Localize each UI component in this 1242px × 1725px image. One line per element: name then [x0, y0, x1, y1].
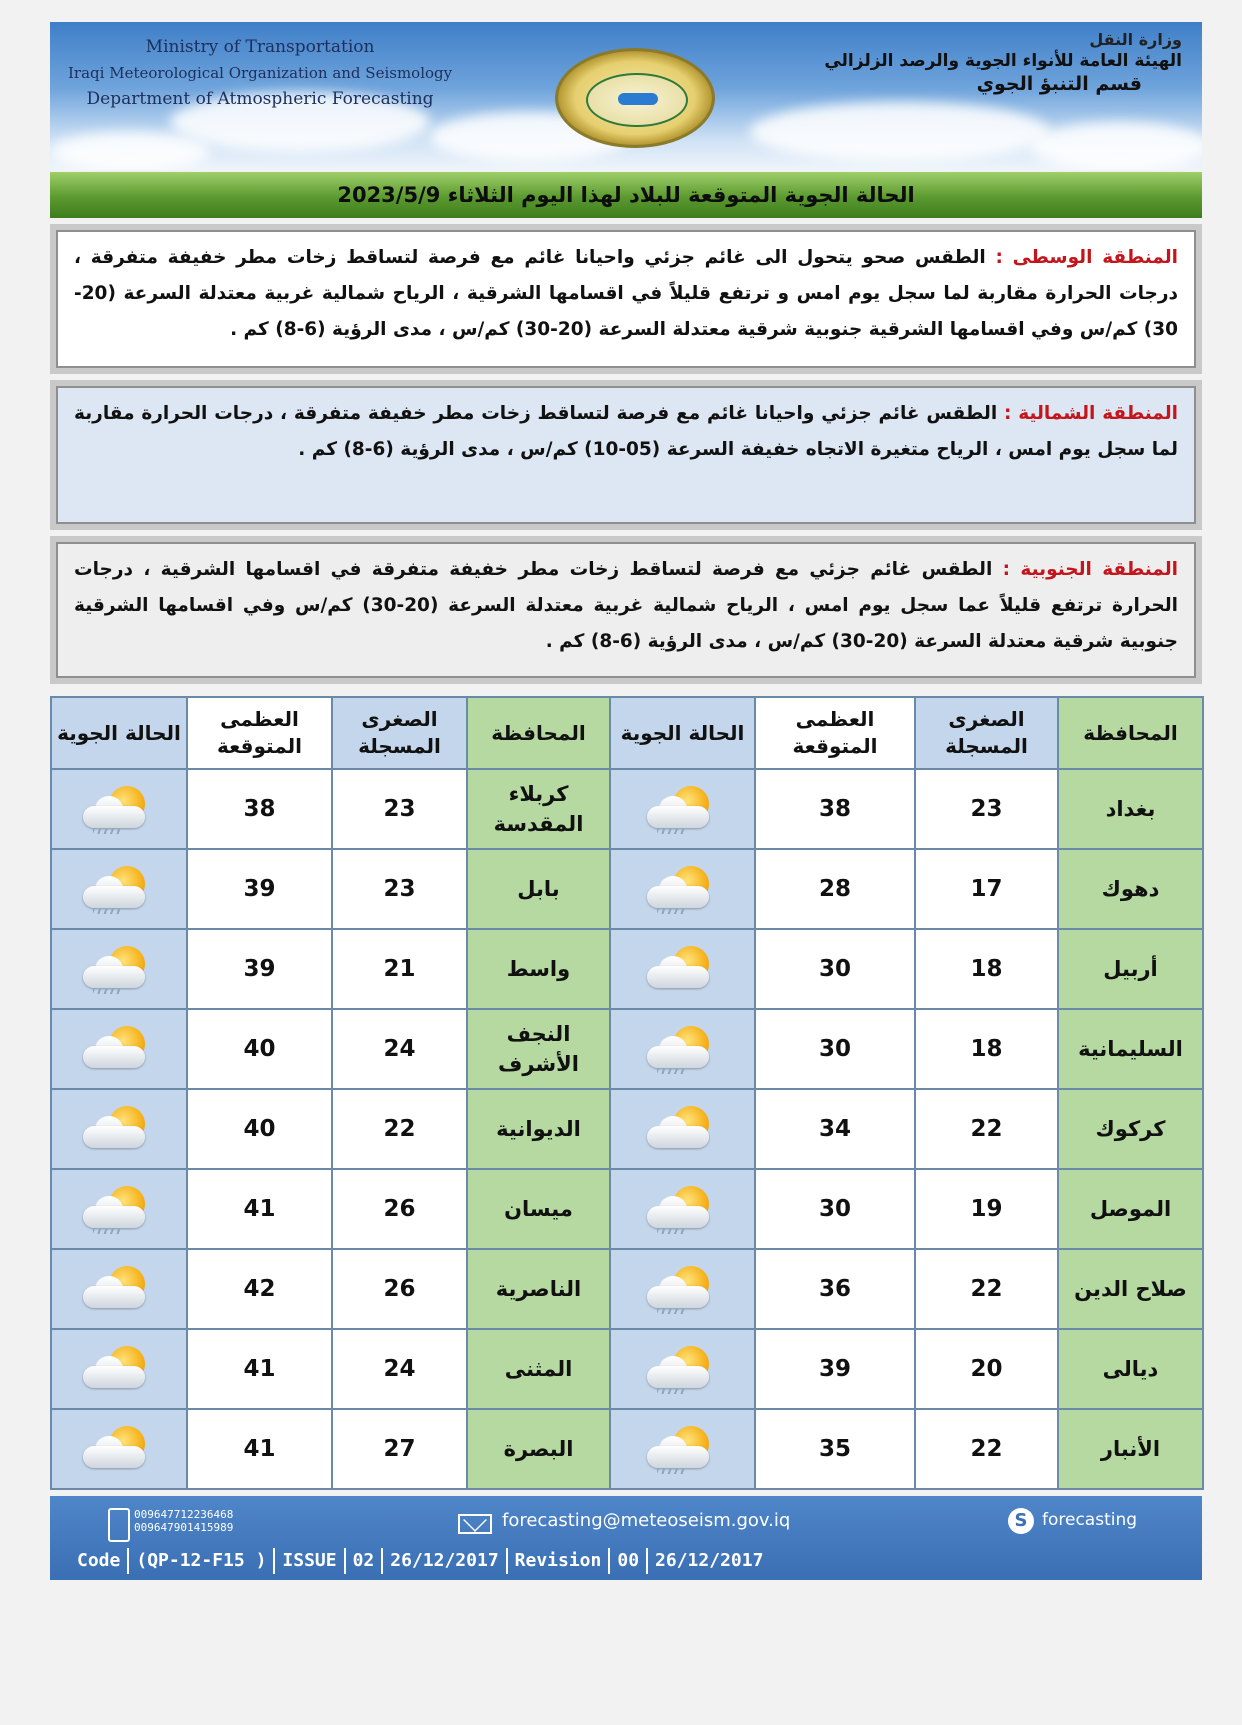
min-temp: 23	[332, 849, 467, 929]
table-row	[51, 1409, 1203, 1489]
min-temp: 22	[915, 1249, 1058, 1329]
header-ar-line1: وزارة النقل	[1089, 30, 1182, 49]
max-temp: 30	[755, 929, 915, 1009]
phone-number-2: 009647901415989	[134, 1521, 234, 1534]
min-temp: 22	[915, 1409, 1058, 1489]
skype-icon: S	[1008, 1508, 1034, 1534]
governorate-name: بغداد	[1058, 769, 1203, 849]
max-temp: 30	[755, 1169, 915, 1249]
partly-cloudy-icon	[79, 1264, 159, 1314]
partly-cloudy-icon	[79, 1344, 159, 1394]
skype-handle[interactable]: forecasting	[1042, 1510, 1138, 1530]
weather-condition	[610, 1249, 755, 1329]
min-temp: 22	[332, 1089, 467, 1169]
min-temp: 17	[915, 849, 1058, 929]
governorate-name: دهوك	[1058, 849, 1203, 929]
max-temp: 38	[187, 769, 332, 849]
max-temp: 39	[187, 929, 332, 1009]
weather-condition	[610, 1409, 755, 1489]
code-label: Code	[70, 1548, 129, 1574]
weather-condition	[610, 769, 755, 849]
header-min: الصغرى المسجلة	[915, 697, 1058, 769]
weather-condition	[610, 1089, 755, 1169]
governorate-name: أربيل	[1058, 929, 1203, 1009]
weather-condition	[51, 929, 187, 1009]
region-northern	[50, 380, 1202, 530]
region-central-name: المنطقة الوسطى :	[995, 247, 1178, 268]
partly-cloudy-rain-icon	[643, 1424, 723, 1474]
max-temp: 40	[187, 1009, 332, 1089]
governorate-name: واسط	[467, 929, 610, 1009]
max-temp: 41	[187, 1169, 332, 1249]
issue-date: 26/12/2017	[383, 1548, 507, 1574]
max-temp: 30	[755, 1009, 915, 1089]
min-temp: 23	[332, 769, 467, 849]
weather-condition	[610, 929, 755, 1009]
header-en-line3: Department of Atmospheric Forecasting	[86, 89, 434, 109]
forecast-table	[50, 696, 1204, 1490]
region-southern-text: الطقس غائم جزئي مع فرصة لتساقط زخات مطر خفيفة متفرقة في اقسامها الشرقية ، درجات الحرارة ترتفع قليلاً عما سجل يوم امس ، الرياح شمالية غربية معتدلة السرعة (20-30) كم/س وفي اقسامها الشرقية جنوبية شرقية معتدلة السرعة (20-30) كم/س ، مدى الرؤية (6-8) كم .	[74, 559, 1179, 652]
header-cond: الحالة الجوية	[610, 697, 755, 769]
header-english	[68, 34, 452, 112]
partly-cloudy-rain-icon	[643, 864, 723, 914]
max-temp: 36	[755, 1249, 915, 1329]
max-temp: 42	[187, 1249, 332, 1329]
phone-number-1: 009647712236468	[134, 1508, 234, 1521]
table-row	[51, 1089, 1203, 1169]
min-temp: 26	[332, 1169, 467, 1249]
issue-value: 02	[346, 1548, 384, 1574]
revision-value: 00	[610, 1548, 648, 1574]
weather-condition	[51, 1169, 187, 1249]
header-arabic	[824, 30, 1182, 95]
forecast-page	[50, 22, 1202, 1580]
table-row	[51, 929, 1203, 1009]
governorate-name: الأنبار	[1058, 1409, 1203, 1489]
header-min: الصغرى المسجلة	[332, 697, 467, 769]
min-temp: 26	[332, 1249, 467, 1329]
weather-condition	[610, 1009, 755, 1089]
weather-condition	[51, 1409, 187, 1489]
revision-date: 26/12/2017	[655, 1550, 764, 1571]
min-temp: 18	[915, 929, 1058, 1009]
max-temp: 39	[755, 1329, 915, 1409]
min-temp: 20	[915, 1329, 1058, 1409]
email-address[interactable]: forecasting@meteoseism.gov.iq	[502, 1510, 791, 1531]
issue-label: ISSUE	[275, 1548, 345, 1574]
governorate-name: كربلاء المقدسة	[467, 769, 610, 849]
governorate-name: بابل	[467, 849, 610, 929]
region-northern-text: الطقس غائم جزئي واحيانا غائم مع فرصة لتساقط زخات مطر خفيفة متفرقة ، درجات الحرارة مقاربة لما سجل يوم امس ، الرياح متغيرة الاتجاه خفيفة السرعة (05-10) كم/س ، مدى الرؤية (6-8) كم .	[74, 403, 1178, 460]
phone-numbers	[134, 1508, 233, 1534]
max-temp: 40	[187, 1089, 332, 1169]
weather-condition	[610, 1169, 755, 1249]
revision-label: Revision	[508, 1548, 611, 1574]
region-southern	[50, 536, 1202, 684]
max-temp: 28	[755, 849, 915, 929]
table-row	[51, 1009, 1203, 1089]
region-central-text: الطقس صحو يتحول الى غائم جزئي واحيانا غائم مع فرصة لتساقط زخات مطر خفيفة متفرقة ، درجات الحرارة مقاربة لما سجل يوم امس و ترتفع قليلاً في اقسامها الشرقية ، الرياح شمالية غربية معتدلة السرعة (20-30) كم/س وفي اقسامها الشرقية جنوبية شرقية معتدلة السرعة (20-30) كم/س ، مدى الرؤية (6-8) كم .	[74, 247, 1178, 340]
header-en-line2: Iraqi Meteorological Organization and Seismology	[68, 64, 453, 82]
partly-cloudy-rain-icon	[643, 1024, 723, 1074]
partly-cloudy-rain-icon	[79, 944, 159, 994]
min-temp: 22	[915, 1089, 1058, 1169]
weather-condition	[51, 849, 187, 929]
footer	[50, 1496, 1202, 1580]
partly-cloudy-rain-icon	[643, 784, 723, 834]
governorate-name: الناصرية	[467, 1249, 610, 1329]
partly-cloudy-rain-icon	[79, 864, 159, 914]
governorate-name: ميسان	[467, 1169, 610, 1249]
mail-icon	[458, 1514, 492, 1534]
organization-logo-icon	[555, 48, 715, 148]
min-temp: 24	[332, 1329, 467, 1409]
header-ar-line3: قسم التنبؤ الجوي	[976, 73, 1142, 95]
max-temp: 39	[187, 849, 332, 929]
min-temp: 24	[332, 1009, 467, 1089]
partly-cloudy-icon	[79, 1104, 159, 1154]
governorate-name: صلاح الدين	[1058, 1249, 1203, 1329]
min-temp: 21	[332, 929, 467, 1009]
min-temp: 18	[915, 1009, 1058, 1089]
partly-cloudy-icon	[643, 944, 723, 994]
governorate-name: الموصل	[1058, 1169, 1203, 1249]
table-row	[51, 769, 1203, 849]
max-temp: 34	[755, 1089, 915, 1169]
governorate-name: البصرة	[467, 1409, 610, 1489]
partly-cloudy-rain-icon	[79, 1184, 159, 1234]
min-temp: 27	[332, 1409, 467, 1489]
governorate-name: كركوك	[1058, 1089, 1203, 1169]
header-gov: المحافظة	[1058, 697, 1203, 769]
header-max: العظمى المتوقعة	[187, 697, 332, 769]
min-temp: 19	[915, 1169, 1058, 1249]
header-cond: الحالة الجوية	[51, 697, 187, 769]
weather-condition	[51, 1089, 187, 1169]
min-temp: 23	[915, 769, 1058, 849]
weather-condition	[610, 849, 755, 929]
table-header-row	[51, 697, 1203, 769]
page-title: الحالة الجوية المتوقعة للبلاد لهذا اليوم الثلاثاء 2023/5/9	[50, 172, 1202, 218]
partly-cloudy-icon	[79, 1424, 159, 1474]
header-ar-line2: الهيئة العامة للأنواء الجوية والرصد الزلزالي	[824, 51, 1182, 71]
phone-icon	[108, 1508, 130, 1542]
header-en-line1: Ministry of Transportation	[145, 37, 375, 57]
max-temp: 41	[187, 1409, 332, 1489]
table-row	[51, 1169, 1203, 1249]
region-northern-name: المنطقة الشمالية :	[1003, 403, 1178, 424]
max-temp: 35	[755, 1409, 915, 1489]
region-central	[50, 224, 1202, 374]
partly-cloudy-rain-icon	[643, 1344, 723, 1394]
weather-condition	[51, 1009, 187, 1089]
governorate-name: المثنى	[467, 1329, 610, 1409]
header-gov: المحافظة	[467, 697, 610, 769]
governorate-name: النجف الأشرف	[467, 1009, 610, 1089]
partly-cloudy-icon	[79, 1024, 159, 1074]
header-max: العظمى المتوقعة	[755, 697, 915, 769]
governorate-name: السليمانية	[1058, 1009, 1203, 1089]
table-row	[51, 849, 1203, 929]
partly-cloudy-rain-icon	[643, 1264, 723, 1314]
code-value: (QP-12-F15 )	[129, 1548, 275, 1574]
max-temp: 41	[187, 1329, 332, 1409]
weather-condition	[51, 769, 187, 849]
table-row	[51, 1249, 1203, 1329]
partly-cloudy-rain-icon	[79, 784, 159, 834]
document-code-bar	[70, 1548, 1182, 1574]
governorate-name: الديوانية	[467, 1089, 610, 1169]
header-banner	[50, 22, 1202, 170]
region-southern-name: المنطقة الجنوبية :	[1002, 559, 1178, 580]
partly-cloudy-rain-icon	[643, 1184, 723, 1234]
weather-condition	[51, 1249, 187, 1329]
partly-cloudy-icon	[643, 1104, 723, 1154]
table-row	[51, 1329, 1203, 1409]
governorate-name: ديالى	[1058, 1329, 1203, 1409]
weather-condition	[610, 1329, 755, 1409]
weather-condition	[51, 1329, 187, 1409]
max-temp: 38	[755, 769, 915, 849]
